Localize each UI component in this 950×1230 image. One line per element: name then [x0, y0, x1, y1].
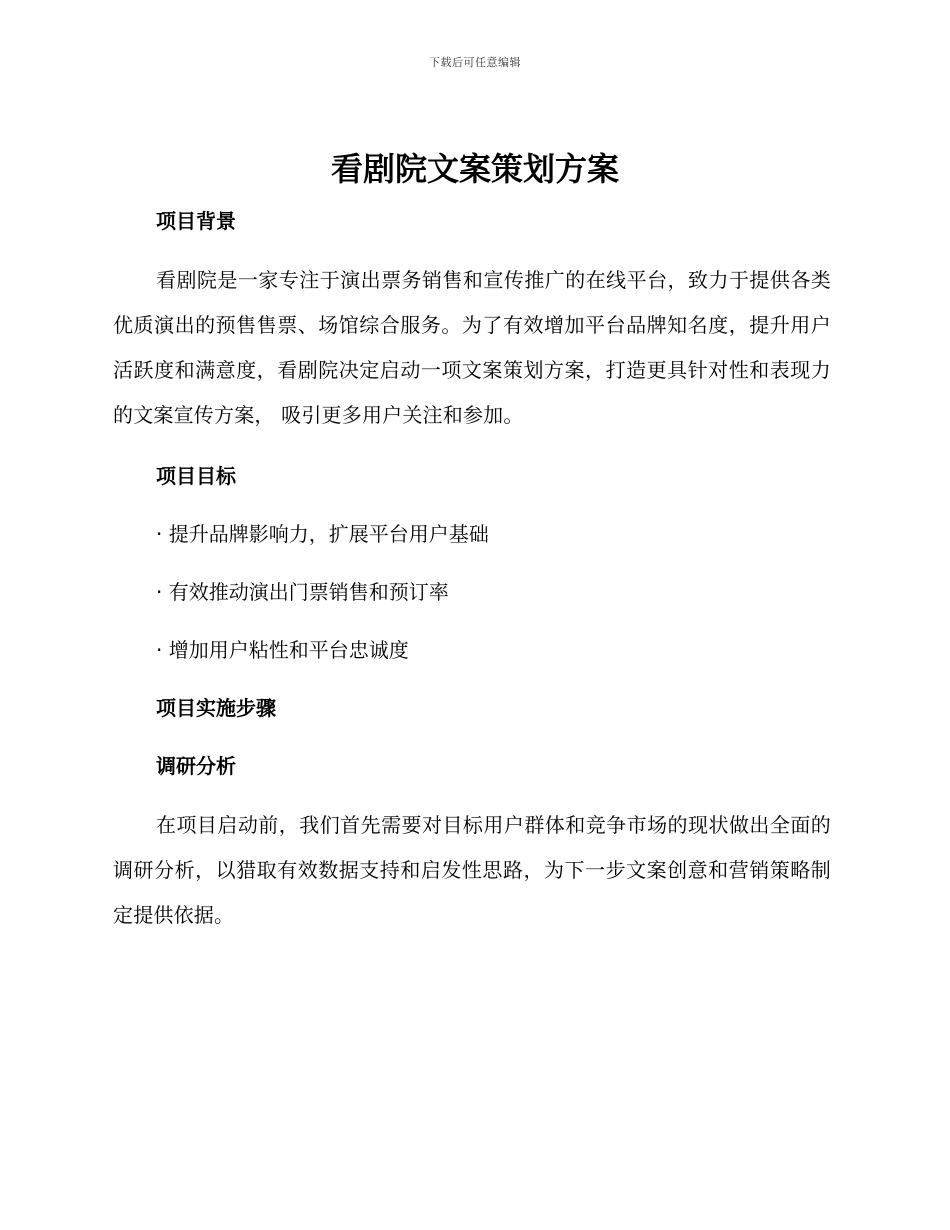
document-body	[113, 203, 831, 938]
spacer	[113, 438, 831, 458]
section-heading-research: 调研分析	[156, 754, 236, 778]
document-title: 看剧院文案策划方案	[330, 150, 619, 188]
spacer	[113, 611, 831, 632]
spacer	[113, 240, 831, 258]
spacer	[113, 495, 831, 516]
page-header-note: 下载后可任意编辑	[429, 56, 521, 69]
section-heading-goals: 项目目标	[156, 464, 236, 488]
spacer	[113, 669, 831, 690]
research-paragraph: 在项目启动前，我们首先需要对目标用户群体和竞争市场的现状做出全面的调研分析，以猎取有效数据支持和启发性思路，为下一步文案创意和营销策略制定提供依据。	[113, 813, 831, 927]
background-paragraph: 看剧院是一家专注于演出票务销售和宣传推广的在线平台，致力于提供各类优质演出的预售售票、场馆综合服务。为了有效增加平台品牌知名度，提升用户活跃度和满意度，看剧院决定启动一项文案策划方案，打造更具针对性和表现力的文案宣传方案， 吸引更多用户关注和参加。	[113, 268, 831, 427]
section-heading-background: 项目背景	[156, 209, 236, 233]
goal-item: · 增加用户粘性和平台忠诚度	[156, 638, 409, 662]
spacer	[113, 727, 831, 748]
goal-item: · 有效推动演出门票销售和预订率	[156, 580, 449, 604]
goal-item: · 提升品牌影响力，扩展平台用户基础	[156, 522, 489, 546]
spacer	[113, 785, 831, 803]
section-heading-steps: 项目实施步骤	[156, 696, 276, 720]
spacer	[113, 553, 831, 574]
